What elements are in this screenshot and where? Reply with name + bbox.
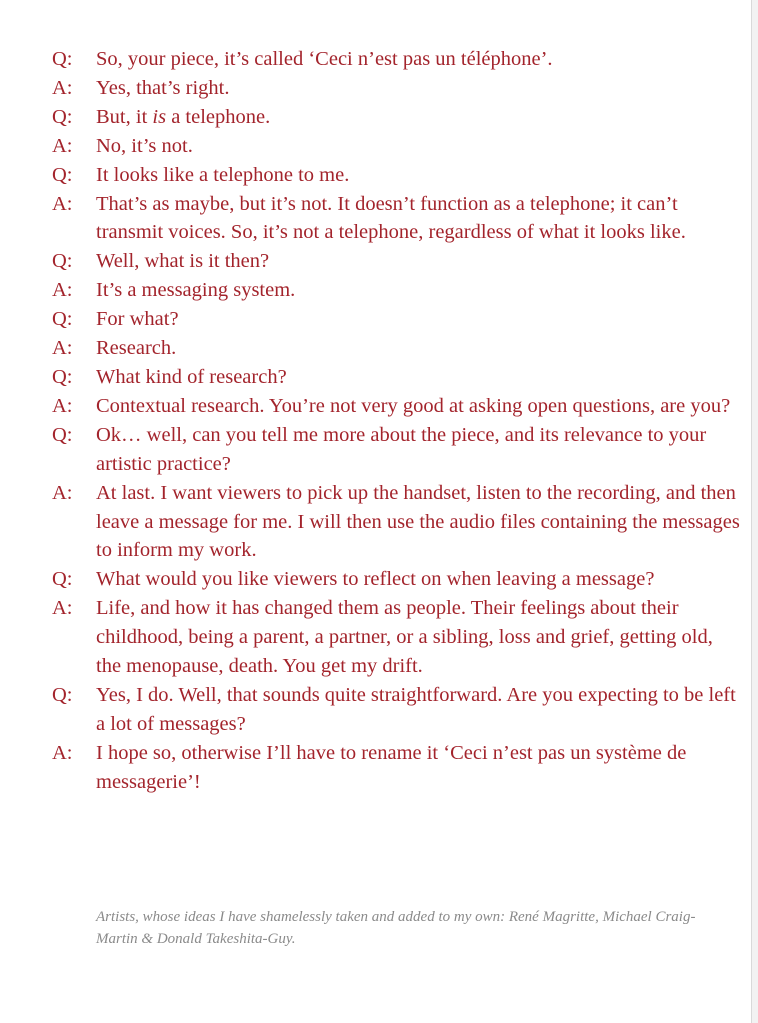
dialogue-line [52, 681, 742, 739]
speaker-label: Q: [52, 365, 73, 388]
speaker-label: Q: [52, 105, 73, 128]
dialogue-text: It looks like a telephone to me. [96, 163, 350, 186]
dialogue-text: What would you like viewers to reflect on when leaving a message? [96, 568, 655, 591]
dialogue-line [52, 190, 742, 248]
dialogue-text: Yes, I do. Well, that sounds quite straightforward. Are you expecting to be left a lot of messages? [96, 683, 736, 735]
dialogue-text: That’s as maybe, but it’s not. It doesn’t function as a telephone; it can’t transmit voices. So, it’s not a telephone, regardless of what it looks like. [96, 192, 686, 244]
dialogue-text: So, your piece, it’s called ‘Ceci n’est pas un téléphone’. [96, 48, 553, 70]
dialogue-text: Research. [96, 337, 177, 360]
dialogue-text: It’s a messaging system. [96, 279, 296, 302]
dialogue-text [96, 103, 742, 132]
speaker-label: Q: [52, 683, 73, 706]
dialogue-line [52, 276, 742, 305]
dialogue-text: What kind of research? [96, 365, 287, 388]
speaker-label: A: [52, 134, 73, 157]
speaker-label: A: [52, 394, 73, 417]
dialogue-text: I hope so, otherwise I’ll have to rename it ‘Ceci n’est pas un système de messagerie’! [96, 741, 687, 793]
speaker-label: Q: [52, 423, 73, 446]
speaker-label: A: [52, 741, 73, 764]
dialogue-text: Life, and how it has changed them as people. Their feelings about their childhood, being a parent, a partner, or a sibling, loss and grief, getting old, the menopause, death. You get my drift. [96, 597, 713, 678]
dialogue-text-part: a telephone. [166, 105, 271, 128]
speaker-label: Q: [52, 163, 73, 186]
speaker-label: A: [52, 279, 73, 302]
dialogue-text: No, it’s not. [96, 134, 193, 157]
speaker-label: A: [52, 597, 73, 620]
dialogue-line [52, 594, 742, 681]
dialogue-text-part: But, it [96, 105, 153, 128]
dialogue-line [52, 392, 742, 421]
dialogue-line [52, 334, 742, 363]
dialogue-line [52, 739, 742, 797]
speaker-label: Q: [52, 308, 73, 331]
dialogue-text: For what? [96, 308, 179, 331]
speaker-label: A: [52, 76, 73, 99]
emphasis-text: is [152, 105, 167, 128]
dialogue-line [52, 247, 742, 276]
speaker-label: Q: [52, 250, 73, 273]
dialogue-text: Ok… well, can you tell me more about the piece, and its relevance to your artistic practice? [96, 423, 707, 475]
dialogue-text: Yes, that’s right. [96, 76, 230, 99]
dialogue-text: At last. I want viewers to pick up the handset, listen to the recording, and then leave a message for me. I will then use the audio files containing the messages to inform my work. [96, 481, 740, 562]
speaker-label: Q: [52, 48, 73, 70]
dialogue-line [52, 132, 742, 161]
dialogue-line [52, 305, 742, 334]
page-edge-shade [752, 0, 758, 1023]
dialogue-line [52, 479, 742, 566]
dialogue-line [52, 363, 742, 392]
interview-dialogue [52, 45, 742, 797]
speaker-label: Q: [52, 568, 73, 591]
artist-credits: Artists, whose ideas I have shamelessly taken and added to my own: René Magritte, Michael Craig-Martin & Donald Takeshita-Guy. [96, 909, 696, 947]
dialogue-line [52, 565, 742, 594]
dialogue-line [52, 74, 742, 103]
dialogue-line [52, 103, 742, 132]
dialogue-line [52, 161, 742, 190]
dialogue-text: Contextual research. You’re not very good at asking open questions, are you? [96, 394, 731, 417]
dialogue-line [52, 421, 742, 479]
speaker-label: A: [52, 337, 73, 360]
dialogue-line [52, 45, 742, 74]
speaker-label: A: [52, 481, 73, 504]
speaker-label: A: [52, 192, 73, 215]
dialogue-text: Well, what is it then? [96, 250, 270, 273]
